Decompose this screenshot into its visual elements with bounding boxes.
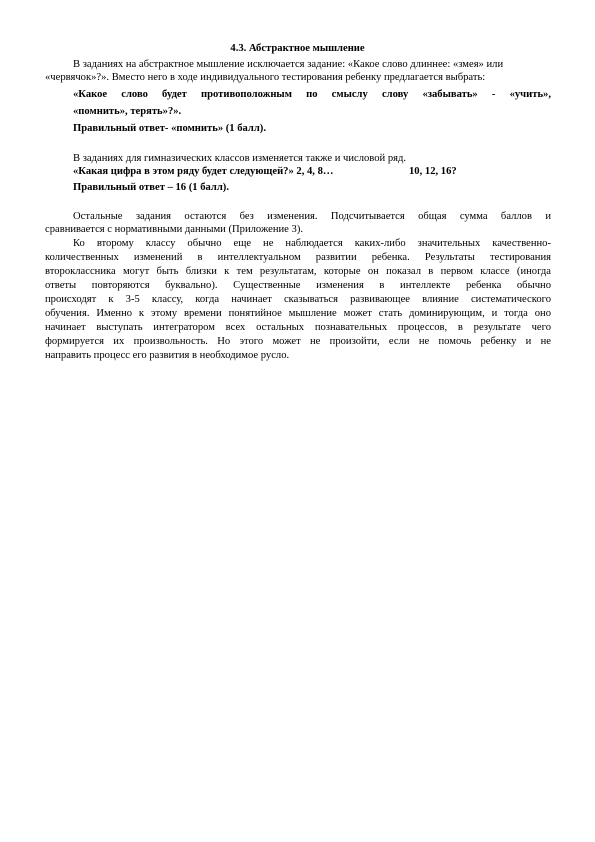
block1-line2: «червячок»?». Вместо него в ходе индивидуального тестирования ребенку предлагается выбрать: (45, 72, 486, 83)
block1-line1: В заданиях на абстрактное мышление исключается задание: «Какое слово длиннее: «змея» или (73, 59, 504, 70)
para2-line3: второклассника могут быть близки к тем результатам, которые он показал в первом классе (иногда (45, 266, 551, 277)
block1-answer: Правильный ответ- «помнить» (1 балл). (73, 123, 266, 134)
para2-line6: обучения. Именно к этому времени понятийное мышление может стать доминирующим, и тогда оно (45, 308, 551, 319)
para2-line4: ответы повторяются буквально). Существенные изменения в интеллекте ребенка обычно (45, 280, 551, 291)
block2-line1: В заданиях для гимназических классов изменяется также и числовой ряд. (73, 153, 407, 164)
block1-question-line1: «Какое слово будет противоположным по смыслу слову «забывать» - «учить», (73, 89, 551, 100)
block2-answer: Правильный ответ – 16 (1 балл). (73, 182, 229, 193)
para1-line2: сравнивается с нормативными данными (Приложение 3). (45, 224, 303, 235)
block2-question: «Какая цифра в этом ряду будет следующей?» 2, 4, 8… (73, 166, 334, 177)
para2-line9: направить процесс его развития в необходимое русло. (45, 350, 290, 361)
para2-line5: происходят к 3-5 классу, когда начинает сказываться развивающее влияние систематического (45, 294, 551, 305)
para1-line1: Остальные задания остаются без изменения. Подсчитывается общая сумма баллов и (73, 211, 551, 222)
para2-line2: количественных изменений в интеллектуальном развитии ребенка. Результаты тестирования (45, 252, 551, 263)
section-title: 4.3. Абстрактное мышление (230, 43, 365, 54)
para2-line7: начинает выступать интегратором всех остальных познавательных процессов, в результате чего (45, 322, 551, 333)
para2-line8: формируется их произвольность. Но этого может не произойти, если не помочь ребенку и не (45, 336, 551, 347)
block2-sequence-tail: 10, 12, 16? (409, 166, 457, 177)
para2-line1: Ко второму классу обычно еще не наблюдается каких-либо значительных качественно- (73, 238, 551, 249)
block1-question-line2: «помнить», терять»?». (73, 106, 182, 117)
